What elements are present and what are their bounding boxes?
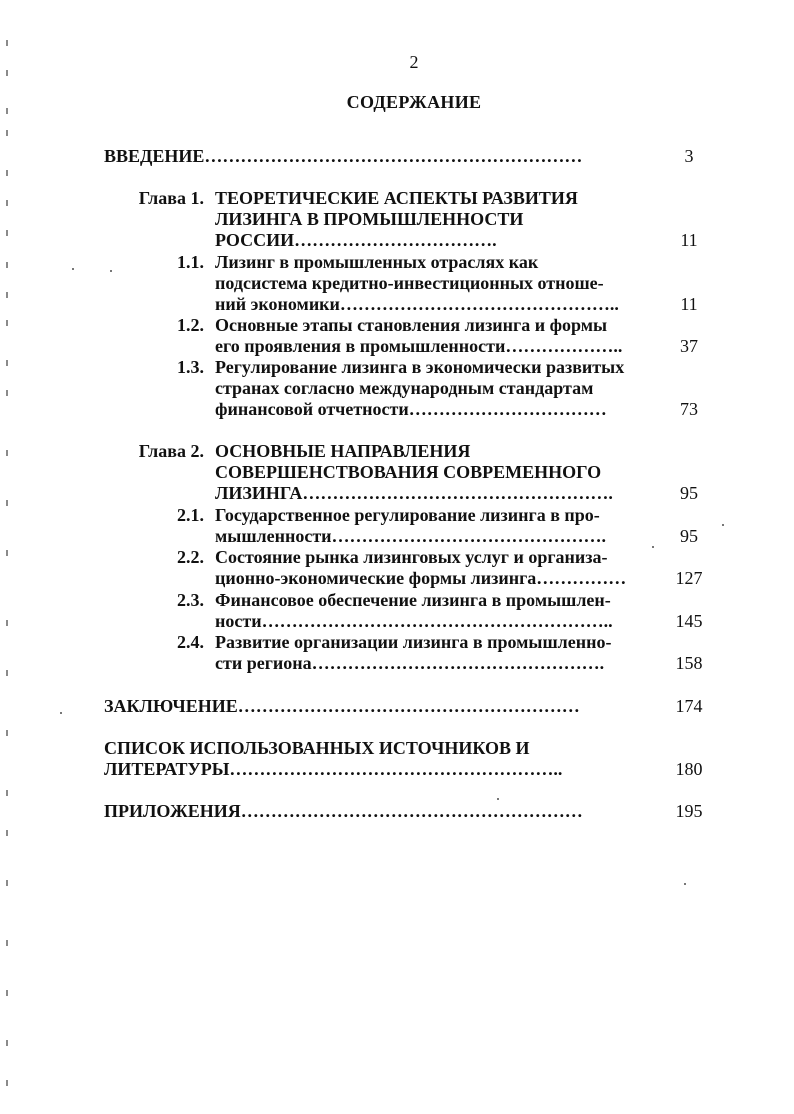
page-number: 2 — [409, 52, 419, 72]
toc-line: Государственное регулирование лизинга в про- — [215, 505, 600, 525]
toc-entry-conclusion[interactable] — [104, 696, 580, 717]
toc-entry-introduction[interactable] — [104, 146, 582, 167]
toc-line: ционно-экономические формы лизинга…………… — [215, 568, 627, 588]
toc-line: сти региона…………………………………………. — [215, 653, 605, 673]
toc-line: ний экономики……………………………………….. — [215, 294, 619, 314]
toc-entry-section-1-1[interactable] — [215, 252, 619, 315]
toc-line: ЛИЗИНГА В ПРОМЫШЛЕННОСТИ — [215, 209, 524, 229]
section-number: 1.2. — [177, 315, 204, 335]
section-number: 2.1. — [177, 505, 204, 525]
toc-entry-appendices[interactable] — [104, 801, 583, 822]
toc-page-number: 95 — [680, 483, 698, 503]
toc-page-number: 158 — [675, 653, 703, 673]
toc-line: Финансовое обеспечение лизинга в промышлен- — [215, 590, 611, 610]
toc-line: Регулирование лизинга в экономически развитых — [215, 357, 625, 377]
toc-page-number: 174 — [675, 696, 703, 716]
toc-line: финансовой отчетности…………………………… — [215, 399, 607, 419]
toc-entry-chapter-2[interactable] — [215, 441, 613, 504]
toc-entry-section-1-3[interactable] — [215, 357, 624, 420]
toc-line: подсистема кредитно-инвестиционных отноше- — [215, 273, 604, 293]
toc-page-number: 3 — [684, 146, 694, 166]
toc-line: СОВЕРШЕНСТВОВАНИЯ СОВРЕМЕННОГО — [215, 462, 602, 482]
toc-line: Основные этапы становления лизинга и формы — [215, 315, 608, 335]
chapter-label: Глава 1. — [138, 188, 204, 208]
toc-page-number: 11 — [680, 294, 698, 314]
scan-speck — [652, 546, 654, 548]
toc-line: ТЕОРЕТИЧЕСКИЕ АСПЕКТЫ РАЗВИТИЯ — [215, 188, 578, 208]
toc-line: ЛИЗИНГА……………………………………………. — [215, 483, 613, 503]
toc-entry-section-2-4[interactable] — [215, 632, 612, 674]
scan-speck — [684, 883, 686, 885]
toc-line: мышленности………………………………………. — [215, 526, 607, 546]
toc-line: странах согласно международным стандартам — [215, 378, 594, 398]
toc-line: его проявления в промышленности……………….. — [215, 336, 623, 356]
toc-entry-text: ПРИЛОЖЕНИЯ………………………………………………… — [104, 801, 583, 821]
toc-entry-section-1-2[interactable] — [215, 315, 622, 357]
toc-page-number: 145 — [675, 611, 703, 631]
scan-edge-marks — [4, 30, 14, 1100]
section-number: 2.2. — [177, 547, 204, 567]
scan-speck — [110, 270, 112, 272]
toc-page-number: 11 — [680, 230, 698, 250]
toc-line: СПИСОК ИСПОЛЬЗОВАННЫХ ИСТОЧНИКОВ И — [104, 738, 530, 758]
toc-line: ности………………………………………………….. — [215, 611, 613, 631]
toc-entry-chapter-1[interactable] — [215, 188, 578, 251]
section-number: 1.3. — [177, 357, 204, 377]
toc-line: ЛИТЕРАТУРЫ……………………………………………….. — [104, 759, 563, 779]
toc-entry-section-2-3[interactable] — [215, 590, 613, 632]
section-number: 2.3. — [177, 590, 204, 610]
section-number: 1.1. — [177, 252, 204, 272]
scan-speck — [497, 798, 499, 800]
toc-page-number: 73 — [680, 399, 698, 419]
toc-line: Лизинг в промышленных отраслях как — [215, 252, 539, 272]
toc-line: Состояние рынка лизинговых услуг и организа- — [215, 547, 608, 567]
toc-line: ОСНОВНЫЕ НАПРАВЛЕНИЯ — [215, 441, 471, 461]
toc-entry-text: ВВЕДЕНИЕ……………………………………………………… — [104, 146, 583, 166]
toc-page-number: 180 — [675, 759, 703, 779]
scan-speck — [722, 524, 724, 526]
toc-line: РОССИИ……………………………. — [215, 230, 497, 250]
toc-entry-section-2-2[interactable] — [215, 547, 626, 589]
toc-entry-section-2-1[interactable] — [215, 505, 606, 547]
toc-page-number: 195 — [675, 801, 703, 821]
scan-speck — [72, 268, 74, 270]
toc-entry-text: ЗАКЛЮЧЕНИЕ………………………………………………… — [104, 696, 580, 716]
scan-speck — [60, 712, 62, 714]
chapter-label: Глава 2. — [138, 441, 204, 461]
section-number: 2.4. — [177, 632, 204, 652]
toc-page-number: 95 — [680, 526, 698, 546]
toc-entry-sources[interactable] — [104, 738, 562, 780]
toc-page-number: 37 — [680, 336, 698, 356]
page-title: СОДЕРЖАНИЕ — [346, 92, 482, 112]
toc-line: Развитие организации лизинга в промышленно- — [215, 632, 612, 652]
toc-page-number: 127 — [675, 568, 703, 588]
